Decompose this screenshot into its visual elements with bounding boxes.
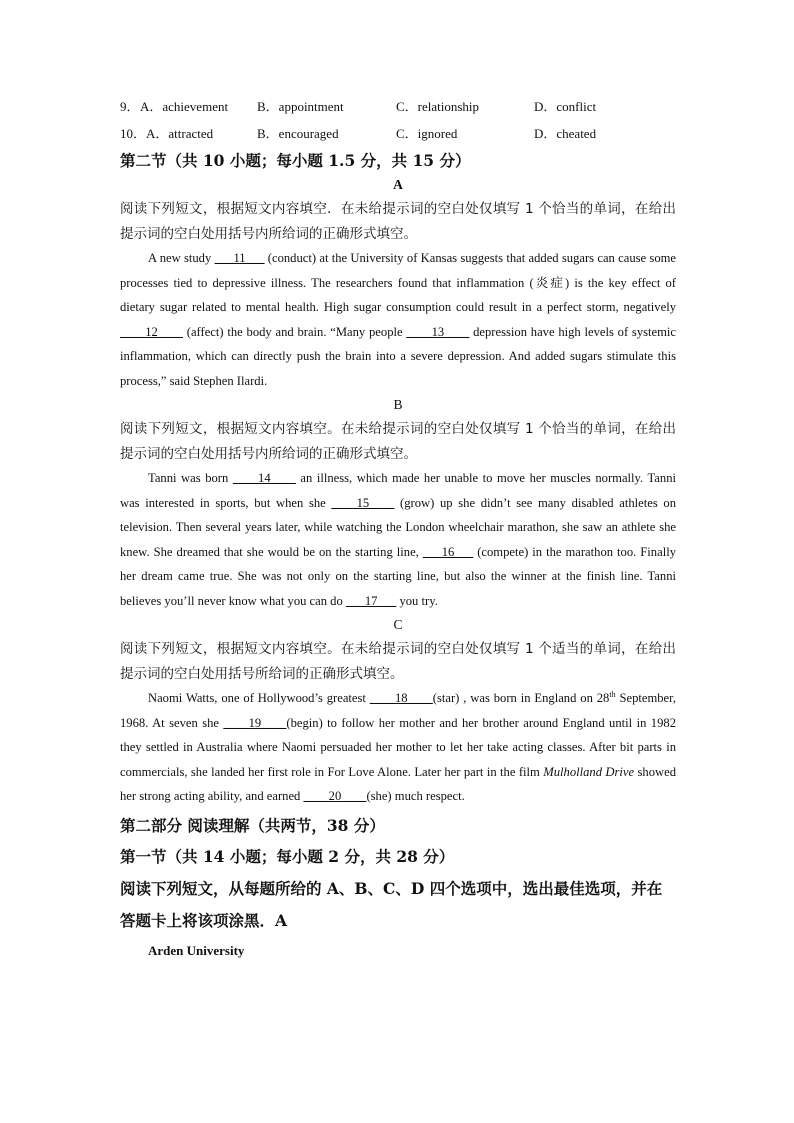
- passage-b-letter: B: [393, 397, 403, 412]
- blank-16[interactable]: ___16___: [422, 544, 474, 559]
- question-number: 10．: [120, 126, 147, 141]
- option-c: C．ignored: [396, 126, 458, 141]
- blank-13[interactable]: ____13____: [406, 324, 470, 339]
- option-b: B．appointment: [257, 99, 344, 114]
- part-2-section-1-heading: 第一节（共 14 小题；每小题 2 分，共 28 分）: [120, 846, 455, 866]
- question-9-options: [120, 92, 676, 119]
- passage-c-text: Naomi Watts, one of Hollywood’s greatest ____18____(star) , was born in England on 28th September, 1968. At seven she ____19____(begin) to follow her mother and her brother around England until in 1982 they settled in Australia where Naomi persuaded her mother to let her take acting classes. After bit parts in commercials, she landed her first role in For Love Alone. Later her part in the film Mulholland Drive showed her strong acting ability, and earned ____20____(she) much respect.: [120, 689, 677, 803]
- question-10-options: [120, 119, 676, 146]
- exam-page: [120, 92, 676, 959]
- passage-b-text: Tanni was born ____14____ an illness, which made her unable to move her muscles normally. Tanni was interested in sports, but when she ____15____ (grow) up she didn’t see many disabled athletes on television. Then several years later, while watching the London wheelchair marathon, she saw an athlete she knew. She dreamed that she would be on the starting line, ___16___ (compete) in the marathon too. Finally her dream came true. She was not only on the starting line, but also the winner at the finish line. Tanni believes you’ll never know what you can do ___17___ you try.: [120, 471, 676, 608]
- option-d: D．conflict: [534, 99, 597, 114]
- film-title: Mulholland Drive: [543, 764, 635, 779]
- blank-17[interactable]: ___17___: [345, 593, 397, 608]
- blank-15[interactable]: ____15____: [331, 495, 395, 510]
- option-c: C．relationship: [396, 99, 480, 114]
- passage-a-text: A new study ___11___ (conduct) at the University of Kansas suggests that added sugars can cause some processes tied to depressive illness. The researchers found that inflammation (炎症) is the key effect of dietary sugar related to mental health. High sugar consumption could result in a perfect storm, negatively ____12____ (affect) the body and brain. “Many people ____13____ depression have high levels of systemic inflammation, which can directly push the brain into a severe depression. And added sugars stimulate this process,” said Stephen Ilardi.: [120, 251, 677, 388]
- part-2-heading: 第二部分 阅读理解（共两节，38 分）: [120, 815, 385, 835]
- option-a: A．attracted: [146, 126, 214, 141]
- blank-11[interactable]: ___11___: [214, 251, 265, 265]
- passage-a-letter: A: [393, 177, 403, 192]
- question-number: 9．: [120, 99, 140, 114]
- passage-a-instruction: 阅读下列短文，根据短文内容填空．在未给提示词的空白处仅填写 1 个恰当的单词，在给出提示词的空白处用括号内所给词的正确形式填空。: [120, 201, 676, 242]
- option-a: A．achievement: [140, 99, 229, 114]
- passage-c-instruction: 阅读下列短文，根据短文内容填空。在未给提示词的空白处仅填写 1 个适当的单词，在给出提示词的空白处用括号所给词的正确形式填空。: [120, 641, 676, 682]
- blank-20[interactable]: ____20____: [303, 789, 367, 803]
- blank-14[interactable]: ____14____: [232, 471, 296, 485]
- blank-18[interactable]: ____18____: [369, 691, 433, 705]
- blank-12[interactable]: ____12____: [120, 324, 183, 339]
- passage-b-instruction: 阅读下列短文，根据短文内容填空。在未给提示词的空白处仅填写 1 个恰当的单词，在给出提示词的空白处用括号内所给词的正确形式填空。: [120, 421, 676, 462]
- arden-university-title: Arden University: [148, 942, 245, 958]
- part-2-instruction: 阅读下列短文，从每题所给的 A、B、C、D 四个选项中，选出最佳选项，并在答题卡上将该项涂黑．A: [120, 878, 663, 930]
- blank-19[interactable]: ____19____: [223, 715, 287, 730]
- option-d: D．cheated: [534, 126, 597, 141]
- passage-c-letter: C: [393, 617, 403, 632]
- option-b: B．encouraged: [257, 126, 339, 141]
- section-2-heading: 第二节（共 10 小题；每小题 1.5 分，共 15 分）: [120, 151, 471, 170]
